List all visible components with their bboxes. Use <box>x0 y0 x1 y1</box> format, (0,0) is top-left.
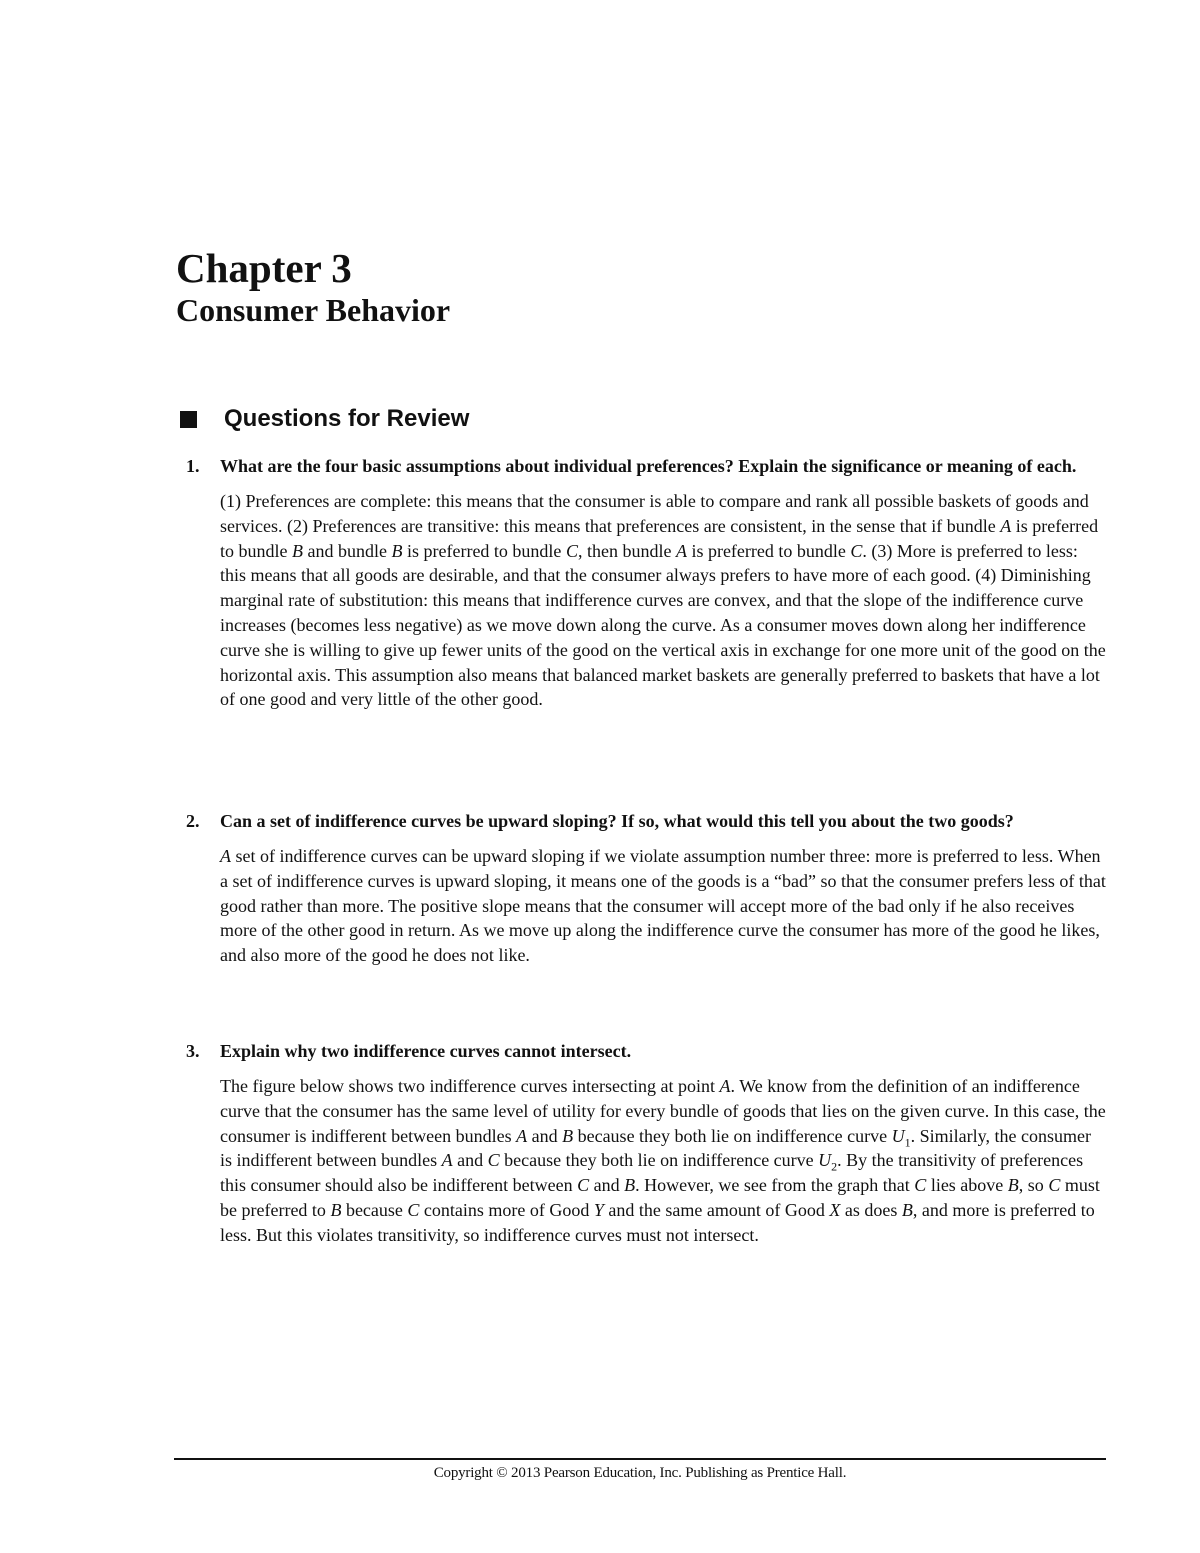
question-number: 1. <box>186 456 200 476</box>
answer-1: (1) Preferences are complete: this means that the consumer is able to compare and rank all possible baskets of goods and services. (2) Preferences are transitive: this means that preferences are consistent, in the sense that if bundle A is preferred to bundle B and bundle B is preferred to bundle C, then bundle A is preferred to bundle C. (3) More is preferred to less: this means that all goods are desirable, and that the consumer always prefers to have more of each good. (4) Diminishing marginal rate of substitution: this means that indifference curves are convex, and that the slope of the indifference curve increases (becomes less negative) as we move down along the curve. As a consumer moves down along her indifference curve she is willing to give up fewer units of the good on the vertical axis in exchange for one more unit of the good on the horizontal axis. This assumption also means that balanced market baskets are generally preferred to baskets that have a lot of one good and very little of the other good. <box>220 491 1106 710</box>
question-item-2 <box>186 809 1106 968</box>
square-bullet-icon <box>180 411 197 428</box>
section-heading-label: Questions for Review <box>224 405 470 432</box>
question-item-1 <box>186 454 1106 712</box>
question-3 <box>186 1039 1106 1064</box>
question-text: What are the four basic assumptions about individual preferences? Explain the significance or meaning of each. <box>220 456 1077 476</box>
section-heading <box>180 402 469 436</box>
question-text: Can a set of indifference curves be upward sloping? If so, what would this tell you about the two goods? <box>220 811 1014 831</box>
question-number: 3. <box>186 1041 200 1061</box>
chapter-subtitle: Consumer Behavior <box>176 292 451 328</box>
question-number: 2. <box>186 811 200 831</box>
question-item-3 <box>186 1039 1106 1248</box>
footer-divider <box>174 1458 1106 1460</box>
copyright-notice: Copyright © 2013 Pearson Education, Inc. Publishing as Prentice Hall. <box>433 1465 847 1481</box>
question-2 <box>186 809 1106 834</box>
question-1 <box>186 454 1106 479</box>
answer-2: A set of indifference curves can be upward sloping if we violate assumption number three: more is preferred to less. When a set of indifference curves is upward sloping, it means one of the goods is a “bad” so that the consumer prefers less of that good rather than more. The positive slope means that the consumer will accept more of the bad only if he also receives more of the other good in return. As we move up along the indifference curve the consumer has more of the good he likes, and also more of the good he does not like. <box>220 846 1106 966</box>
chapter-title: Chapter 3 <box>176 245 352 291</box>
answer-3: The figure below shows two indifference curves intersecting at point A. We know from the definition of an indifference curve that the consumer has the same level of utility for every bundle of goods that lies on the given curve. In this case, the consumer is indifferent between bundles A and B because they both lie on indifference curve $U_1$. Similarly, the consumer is indifferent between bundles A and C because they both lie on indifference curve $U_2$. By the transitivity of preferences this consumer should also be indifferent between C and B. However, we see from the graph that C lies above B, so C must be preferred to B because C contains more of Good Y and the same amount of Good X as does B, and more is preferred to less. But this violates transitivity, so indifference curves must not intersect. <box>220 1076 1106 1245</box>
question-text: Explain why two indifference curves cannot intersect. <box>220 1041 632 1061</box>
